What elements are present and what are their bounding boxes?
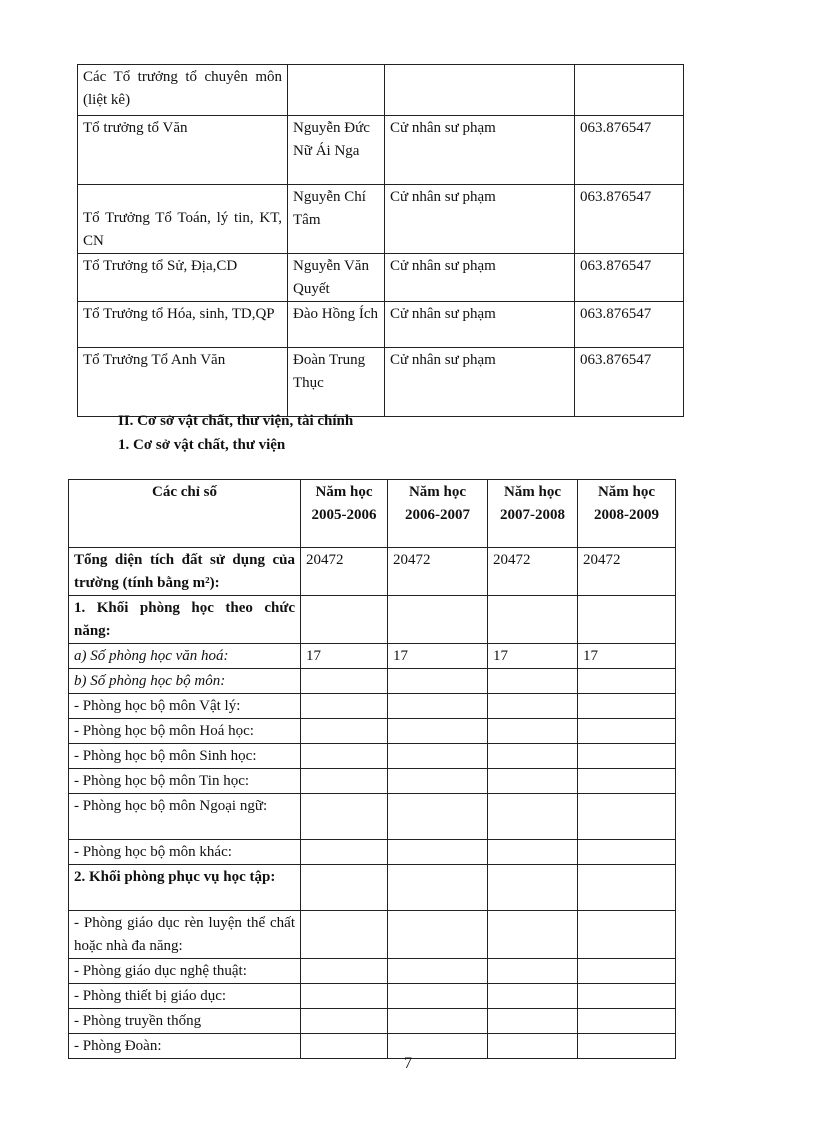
value-cell	[388, 794, 488, 840]
value-cell: 20472	[578, 548, 676, 596]
indicator-label-cell: a) Số phòng học văn hoá:	[69, 644, 301, 669]
value-cell	[488, 865, 578, 911]
table-row	[69, 794, 676, 840]
staff-name-cell: Đoàn Trung Thục	[288, 348, 385, 417]
staff-table	[77, 64, 684, 417]
table-row	[69, 959, 676, 984]
staff-role-cell: Tổ Trưởng tổ Sử, Địa,CD	[78, 254, 288, 302]
value-cell: 20472	[301, 548, 388, 596]
header-year-2008: Năm học 2008-2009	[578, 480, 676, 548]
header-indicator: Các chỉ số	[69, 480, 301, 548]
staff-qualification-cell: Cử nhân sư phạm	[385, 302, 575, 348]
table-header-row	[69, 480, 676, 548]
value-cell	[488, 596, 578, 644]
table-row	[69, 669, 676, 694]
value-cell	[578, 984, 676, 1009]
value-cell	[301, 984, 388, 1009]
indicator-label-cell: - Phòng học bộ môn Ngoại ngữ:	[69, 794, 301, 840]
table-row	[78, 302, 684, 348]
value-cell	[578, 840, 676, 865]
table-row	[78, 65, 684, 116]
staff-phone-cell: 063.876547	[575, 116, 684, 185]
table-row	[69, 984, 676, 1009]
staff-qualification-cell: Cử nhân sư phạm	[385, 348, 575, 417]
value-cell	[388, 596, 488, 644]
value-cell: 17	[488, 644, 578, 669]
header-year-2006: Năm học 2006-2007	[388, 480, 488, 548]
table-row	[69, 644, 676, 669]
value-cell	[301, 744, 388, 769]
facility-table	[68, 479, 676, 1059]
staff-qualification-cell: Cử nhân sư phạm	[385, 254, 575, 302]
indicator-label-cell: - Phòng giáo dục nghệ thuật:	[69, 959, 301, 984]
indicator-label-cell: Tổng diện tích đất sử dụng của trường (tính bằng m²):	[69, 548, 301, 596]
value-cell	[488, 694, 578, 719]
value-cell	[578, 669, 676, 694]
staff-qualification-cell	[385, 65, 575, 116]
indicator-label-cell: - Phòng học bộ môn khác:	[69, 840, 301, 865]
page-number: 7	[404, 1055, 412, 1072]
table-row	[78, 116, 684, 185]
staff-name-cell	[288, 65, 385, 116]
staff-phone-cell: 063.876547	[575, 348, 684, 417]
value-cell: 17	[578, 644, 676, 669]
value-cell	[578, 1009, 676, 1034]
value-cell	[488, 669, 578, 694]
value-cell	[388, 669, 488, 694]
value-cell: 17	[301, 644, 388, 669]
staff-name-cell: Nguyễn Chí Tâm	[288, 185, 385, 254]
staff-role-cell: Tổ Trưởng Tổ Toán, lý tin, KT, CN	[78, 185, 288, 254]
staff-table-body	[78, 65, 684, 417]
value-cell	[488, 911, 578, 959]
value-cell	[301, 596, 388, 644]
indicator-label-cell: - Phòng học bộ môn Hoá học:	[69, 719, 301, 744]
value-cell	[388, 865, 488, 911]
subsection-heading: 1. Cơ sở vật chất, thư viện	[118, 437, 286, 453]
value-cell: 17	[388, 644, 488, 669]
value-cell	[388, 840, 488, 865]
indicator-label-cell: - Phòng học bộ môn Tin học:	[69, 769, 301, 794]
indicator-label-cell: b) Số phòng học bộ môn:	[69, 669, 301, 694]
facility-table-body	[69, 548, 676, 1059]
value-cell	[388, 984, 488, 1009]
staff-phone-cell: 063.876547	[575, 185, 684, 254]
table-row	[69, 865, 676, 911]
staff-role-cell: Tổ Trưởng tổ Hóa, sinh, TD,QP	[78, 302, 288, 348]
staff-qualification-cell: Cử nhân sư phạm	[385, 116, 575, 185]
table-row	[69, 694, 676, 719]
table-row	[69, 911, 676, 959]
table-row	[78, 348, 684, 417]
value-cell	[578, 769, 676, 794]
table-row	[69, 719, 676, 744]
value-cell	[301, 1009, 388, 1034]
value-cell	[488, 744, 578, 769]
staff-role-cell: Tổ Trưởng Tổ Anh Văn	[78, 348, 288, 417]
indicator-label-cell: - Phòng học bộ môn Vật lý:	[69, 694, 301, 719]
table-row	[69, 596, 676, 644]
table-row	[69, 769, 676, 794]
value-cell	[301, 959, 388, 984]
value-cell	[388, 719, 488, 744]
table-row	[69, 744, 676, 769]
table-row	[69, 548, 676, 596]
staff-phone-cell: 063.876547	[575, 302, 684, 348]
value-cell: 20472	[388, 548, 488, 596]
value-cell	[488, 794, 578, 840]
value-cell	[578, 911, 676, 959]
header-year-2005: Năm học 2005-2006	[301, 480, 388, 548]
value-cell	[301, 840, 388, 865]
value-cell	[301, 669, 388, 694]
value-cell	[578, 959, 676, 984]
indicator-label-cell: - Phòng giáo dục rèn luyện thể chất hoặc nhà đa năng:	[69, 911, 301, 959]
staff-role-cell: Các Tổ trưởng tổ chuyên môn (liệt kê)	[78, 65, 288, 116]
value-cell	[301, 794, 388, 840]
value-cell	[488, 840, 578, 865]
value-cell	[488, 984, 578, 1009]
value-cell	[578, 865, 676, 911]
value-cell	[578, 744, 676, 769]
section-heading: II. Cơ sở vật chất, thư viện, tài chính	[118, 413, 354, 429]
value-cell	[388, 911, 488, 959]
value-cell	[301, 719, 388, 744]
value-cell	[488, 769, 578, 794]
table-row	[69, 1009, 676, 1034]
value-cell: 20472	[488, 548, 578, 596]
table-row	[78, 185, 684, 254]
indicator-label-cell: 2. Khối phòng phục vụ học tập:	[69, 865, 301, 911]
staff-phone-cell: 063.876547	[575, 254, 684, 302]
indicator-label-cell: - Phòng học bộ môn Sinh học:	[69, 744, 301, 769]
staff-name-cell: Nguyễn Đức Nữ Ái Nga	[288, 116, 385, 185]
value-cell	[301, 865, 388, 911]
value-cell	[578, 694, 676, 719]
value-cell	[388, 1009, 488, 1034]
indicator-label-cell: - Phòng thiết bị giáo dục:	[69, 984, 301, 1009]
value-cell	[301, 694, 388, 719]
header-year-2007: Năm học 2007-2008	[488, 480, 578, 548]
staff-phone-cell	[575, 65, 684, 116]
staff-name-cell: Nguyễn Văn Quyết	[288, 254, 385, 302]
table-row	[78, 254, 684, 302]
facility-table-header	[69, 480, 676, 548]
staff-role-cell: Tổ trưởng tổ Văn	[78, 116, 288, 185]
value-cell	[488, 1009, 578, 1034]
staff-name-cell: Đào Hồng Ích	[288, 302, 385, 348]
value-cell	[578, 794, 676, 840]
value-cell	[301, 911, 388, 959]
indicator-label-cell: - Phòng truyền thống	[69, 1009, 301, 1034]
value-cell	[578, 596, 676, 644]
indicator-label-cell: - Phòng Đoàn:	[69, 1034, 301, 1059]
value-cell	[388, 744, 488, 769]
table-row	[69, 840, 676, 865]
staff-qualification-cell: Cử nhân sư phạm	[385, 185, 575, 254]
value-cell	[488, 719, 578, 744]
value-cell	[301, 769, 388, 794]
value-cell	[488, 959, 578, 984]
value-cell	[578, 719, 676, 744]
value-cell	[388, 959, 488, 984]
indicator-label-cell: 1. Khối phòng học theo chức năng:	[69, 596, 301, 644]
value-cell	[388, 769, 488, 794]
value-cell	[388, 694, 488, 719]
